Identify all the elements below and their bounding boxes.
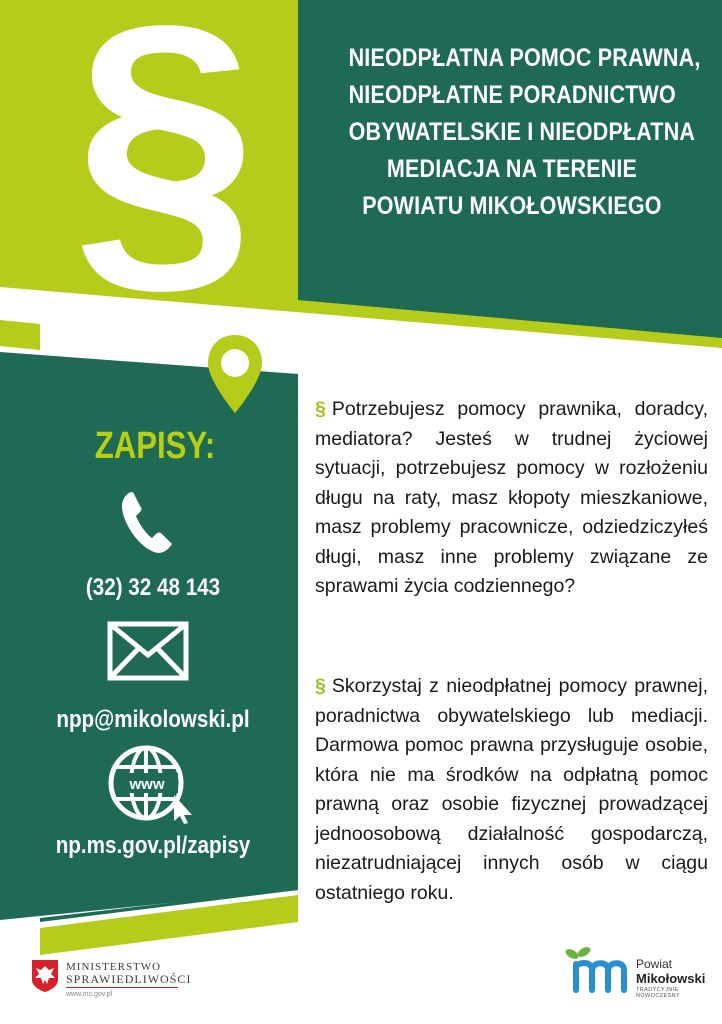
phone-number[interactable]: (32) 32 48 143 [85,574,221,601]
paragraph-marker: § [315,398,326,420]
envelope-icon [107,621,189,681]
header-title-line: MEDIACJA NA TERENIE [386,155,638,183]
www-globe-icon [106,743,198,825]
powiat-name: Mikołowski [636,971,706,986]
lime-stripe [0,320,40,350]
section-symbol-graphic: § [73,0,257,325]
header-title-line: NIEODPŁATNA POMOC PRAWNA, [348,44,701,72]
header-title-line: POWIATU MIKOŁOWSKIEGO [362,192,662,220]
header-title [348,40,701,225]
header-title-line: OBYWATELSKIE I NIEODPŁATNA [348,118,696,146]
svg-text:www: www [129,776,165,793]
ministry-underline [66,987,178,988]
ministry-name [66,961,191,988]
polish-eagle-emblem-icon [30,958,60,994]
ministry-url: www.ms.gov.pl [66,991,113,998]
ministry-line-1: MINISTERSTWO [66,961,162,973]
phone-icon [118,488,176,556]
paragraph-1 [315,395,708,602]
location-pin-icon [205,333,265,417]
email-address[interactable]: npp@mikolowski.pl [56,706,250,733]
website-link[interactable]: np.ms.gov.pl/zapisy [55,832,251,859]
paragraph-2 [315,672,708,908]
header-title-line: NIEODPŁATNE PORADNICTWO [348,81,676,109]
ministry-line-2: SPRAWIEDLIWOŚCI [66,972,192,986]
paragraph-marker: § [315,675,326,697]
paragraph-1-text: Potrzebujesz pomocy prawnika, doradcy, mediatora? Jesteś w trudnej życiowej sytuacji, potrzebujesz pomocy w rozłożeniu długu na raty, masz kłopoty mieszkaniowe, masz problemy pracownicze, odziedziczyłeś długi, masz inne problemy związane ze sprawami życia codziennego? [315,398,708,597]
powiat-mikolowski-logo-icon [562,944,632,994]
zapisy-heading: ZAPISY: [94,425,216,467]
powiat-label: Powiat [636,957,673,971]
powiat-tagline: TRADYCYJNIE NOWOCZESNY [636,987,681,999]
paragraph-2-text: Skorzystaj z nieodpłatnej pomocy prawnej, poradnictwa obywatelskiego lub mediacji. Darmowa pomoc prawna przysługuje osobie, która nie ma środków na odpłatną pomoc prawną oraz osobie fizycznej prowadzącej jednoosobową działalność gospodarczą, niezatrudniającej innych osób w ciągu ostatniego roku. [315,675,708,904]
